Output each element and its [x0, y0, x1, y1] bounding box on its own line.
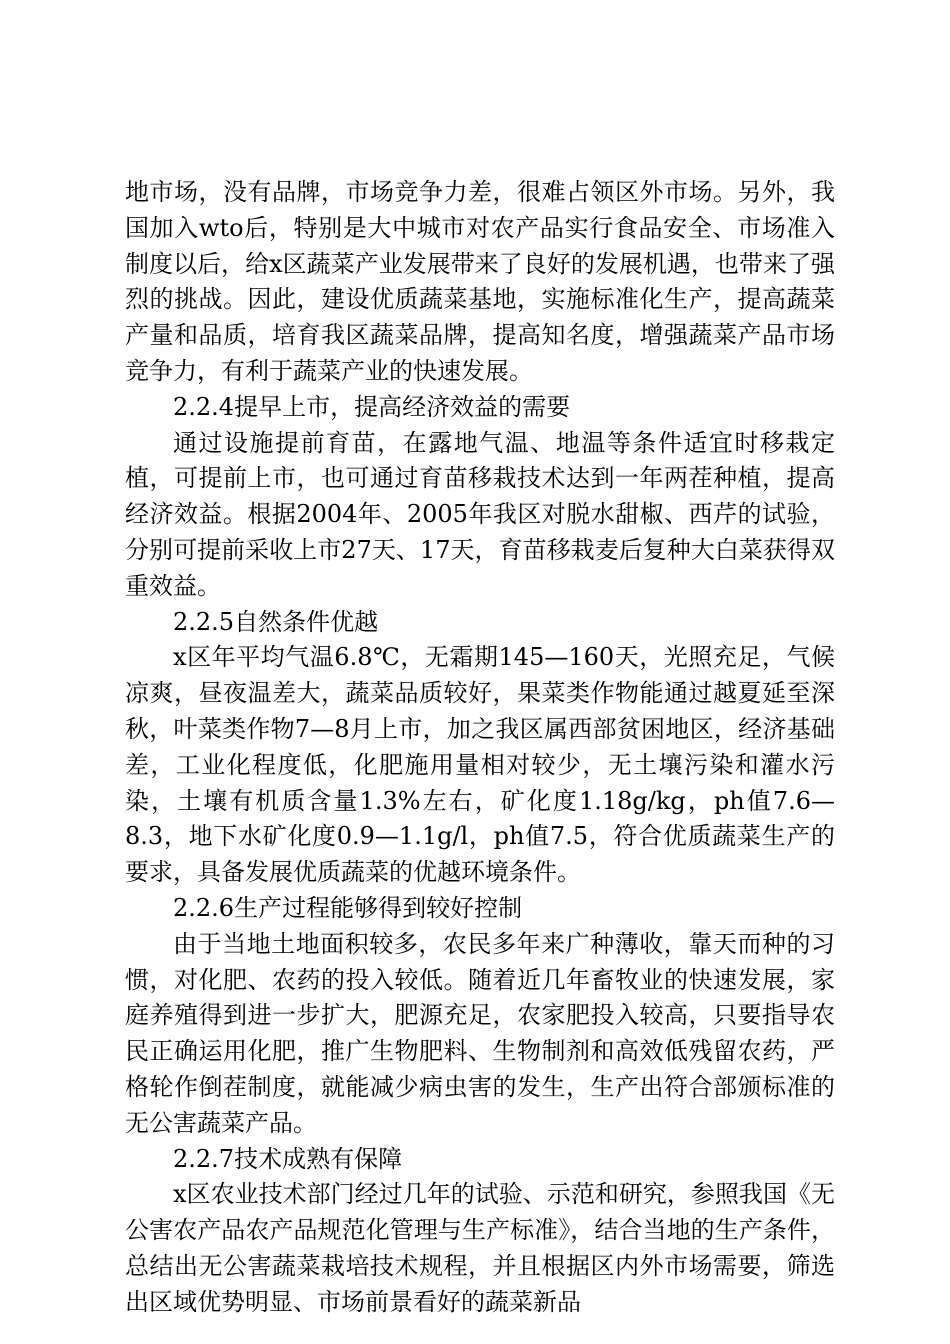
body-paragraph: 由于当地土地面积较多，农民多年来广种薄收，靠天而种的习惯，对化肥、农药的投入较低。随着近几年畜牧业的快速发展，家庭养殖得到进一步扩大，肥源充足，农家肥投入较高，只要指导农民正确运用化肥，推广生物肥料、生物制剂和高效低残留农药，严格轮作倒茬制度，就能减少病虫害的发生，生产出符合部颁标准的无公害蔬菜产品。: [125, 929, 835, 1137]
body-paragraph: 地市场，没有品牌，市场竞争力差，很难占领区外市场。另外，我国加入wto后，特别是大中城市对农产品实行食品安全、市场准入制度以后，给x区蔬菜产业发展带来了良好的发展机遇，也带来了强烈的挑战。因此，建设优质蔬菜基地，实施标准化生产，提高蔬菜产量和品质，培育我区蔬菜品牌，提高知名度，增强蔬菜产品市场竞争力，有利于蔬菜产业的快速发展。: [125, 178, 835, 385]
section-heading-2-2-7: 2.2.7技术成熟有保障: [173, 1144, 403, 1173]
body-paragraph: x区农业技术部门经过几年的试验、示范和研究，参照我国《无公害农产品农产品规范化管理与生产标准》，结合当地的生产条件，总结出无公害蔬菜栽培技术规程，并且根据区内外市场需要，筛选出区域优势明显、市场前景看好的蔬菜新品: [125, 1180, 835, 1316]
document-page: [125, 175, 835, 1321]
section-heading-2-2-4: 2.2.4提早上市，提高经济效益的需要: [173, 392, 571, 421]
section-heading-2-2-6: 2.2.6生产过程能够得到较好控制: [173, 893, 523, 922]
section-heading-2-2-5: 2.2.5自然条件优越: [173, 607, 379, 636]
body-paragraph: x区年平均气温6.8℃，无霜期145—160天，光照充足，气候凉爽，昼夜温差大，蔬菜品质较好，果菜类作物能通过越夏延至深秋，叶菜类作物7—8月上市，加之我区属西部贫困地区，经济基础差，工业化程度低，化肥施用量相对较少，无土壤污染和灌水污染，土壤有机质含量1.3%左右，矿化度1.18g/kg，ph值7.6—8.3，地下水矿化度0.9—1.1g/l，ph值7.5，符合优质蔬菜生产的要求，具备发展优质蔬菜的优越环境条件。: [125, 643, 835, 887]
body-paragraph: 通过设施提前育苗，在露地气温、地温等条件适宜时移栽定植，可提前上市，也可通过育苗移栽技术达到一年两茬种植，提高经济效益。根据2004年、2005年我区对脱水甜椒、西芹的试验，分别可提前采收上市27天、17天，育苗移栽麦后复种大白菜获得双重效益。: [125, 428, 835, 600]
